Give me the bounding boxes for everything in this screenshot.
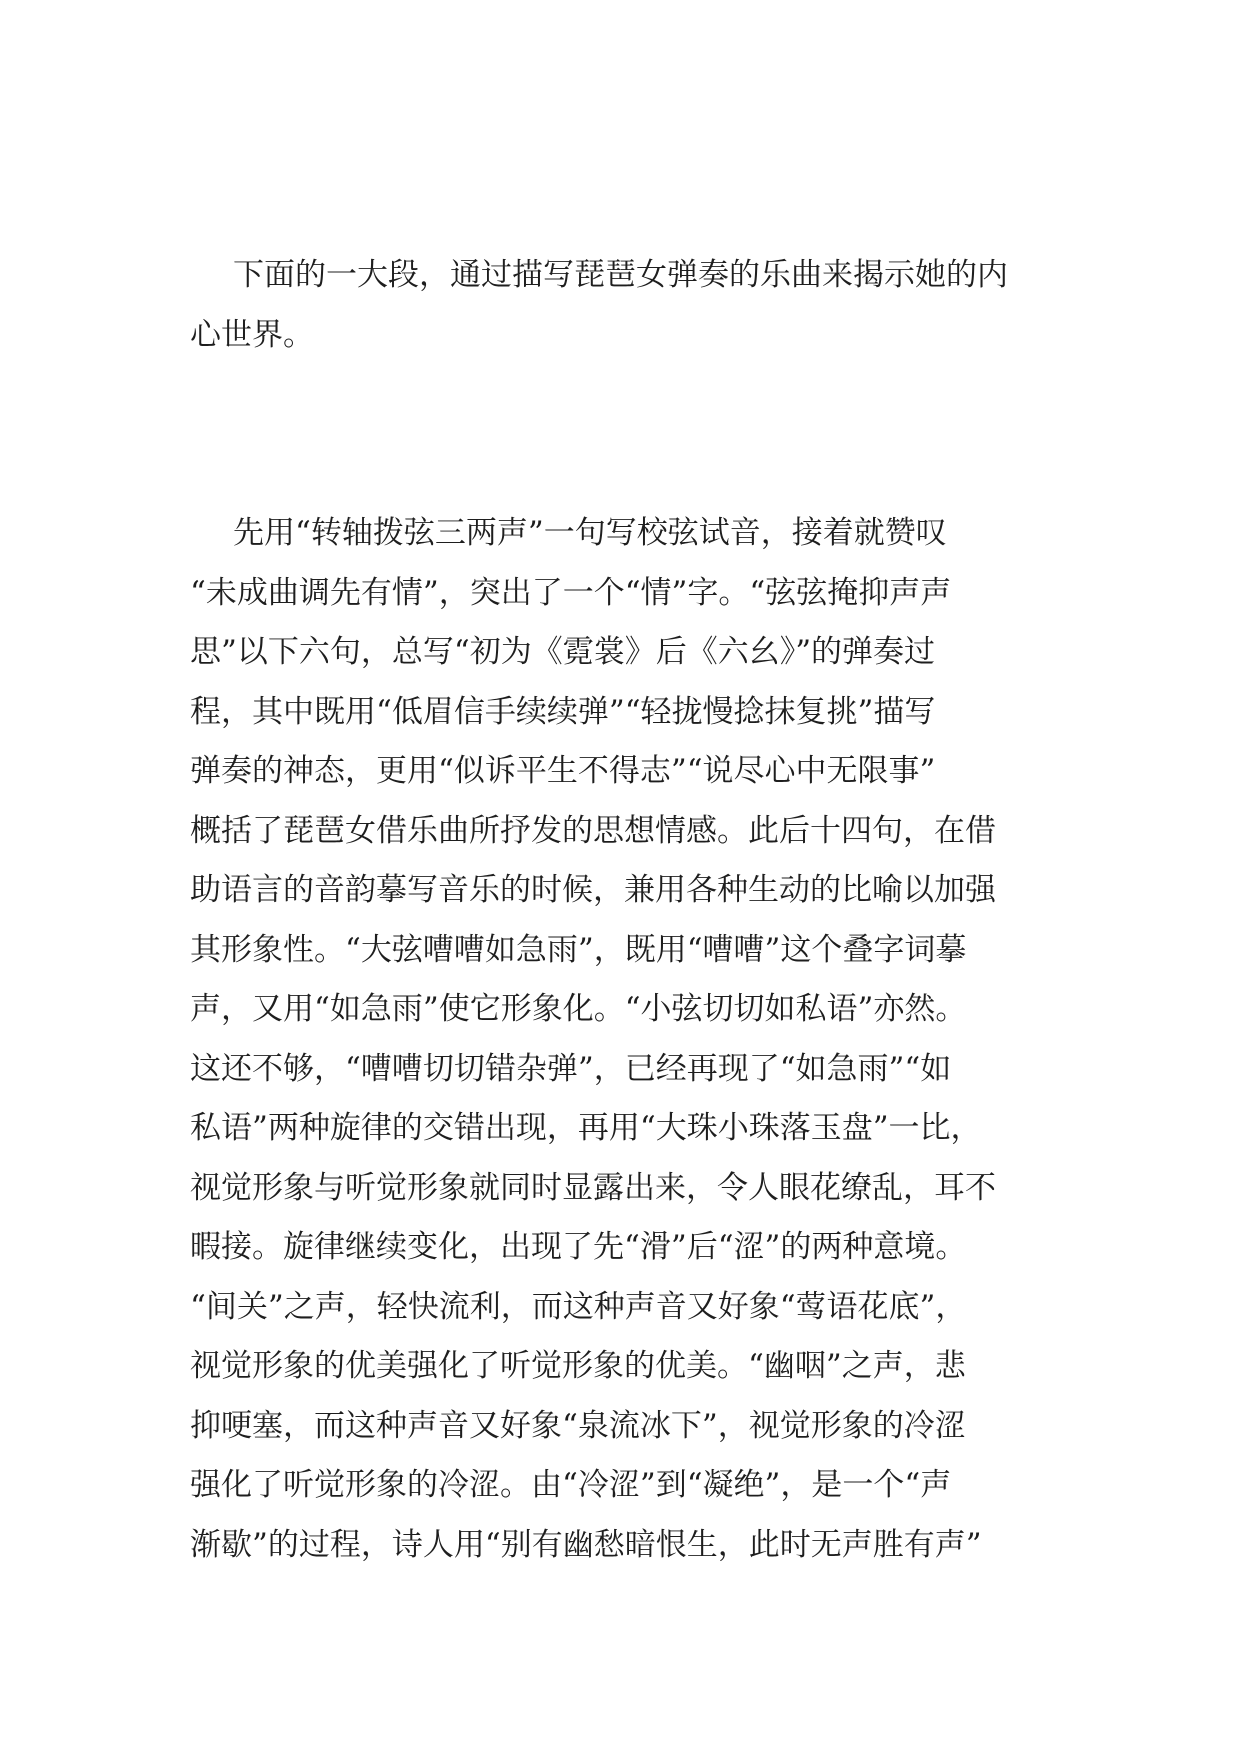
text-line: 渐歇”的过程，诗人用“别有幽愁暗恨生，此时无声胜有声”: [190, 1526, 982, 1563]
text-line: 视觉形象与听觉形象就同时显露出来，令人眼花缭乱，耳不: [190, 1169, 996, 1206]
text-line: 视觉形象的优美强化了听觉形象的优美。“幽咽”之声，悲: [190, 1348, 966, 1384]
text-line: “未成曲调先有情”，突出了一个“情”字。“弦弦掩抑声声: [190, 574, 952, 611]
text-line: 弹奏的神态，更用“似诉平生不得志”“说尽心中无限事”: [190, 753, 936, 789]
text-line: 其形象性。“大弦嘈嘈如急雨”，既用“嘈嘈”这个叠字词摹: [190, 931, 967, 968]
text-line: 助语言的音韵摹写音乐的时候，兼用各种生动的比喻以加强: [190, 872, 996, 908]
text-line: 抑哽塞，而这种声音又好象“泉流冰下”，视觉形象的冷涩: [190, 1407, 966, 1444]
text-line: 声，又用“如急雨”使它形象化。“小弦切切如私语”亦然。: [190, 991, 967, 1027]
text-line: 私语”两种旋律的交错出现，再用“大珠小珠落玉盘”一比，: [190, 1110, 982, 1146]
text-line: 思”以下六句，总写“初为《霓裳》后《六幺》”的弹奏过: [190, 634, 936, 670]
text-line: 这还不够，“嘈嘈切切错杂弹”，已经再现了“如急雨”“如: [190, 1050, 952, 1087]
text-line: 暇接。旋律继续变化，出现了先“滑”后“涩”的两种意境。: [190, 1229, 967, 1265]
text-line: 强化了听觉形象的冷涩。由“冷涩”到“凝绝”，是一个“声: [190, 1467, 952, 1503]
paragraph-analysis: [190, 504, 1050, 1575]
text-line: 心世界。: [190, 316, 314, 353]
paragraph-intro: [190, 246, 1050, 365]
text-line: 概括了琵琶女借乐曲所抒发的思想情感。此后十四句，在借: [190, 812, 996, 849]
text-line: “间关”之声，轻快流利，而这种声音又好象“莺语花底”，: [190, 1288, 967, 1325]
text-line: 程，其中既用“低眉信手续续弹”“轻拢慢捻抹复挑”描写: [190, 693, 936, 730]
text-line: 先用“转轴拨弦三两声”一句写校弦试音，接着就赞叹: [233, 515, 947, 551]
text-line: 下面的一大段，通过描写琵琶女弹奏的乐曲来揭示她的内: [233, 257, 1008, 293]
